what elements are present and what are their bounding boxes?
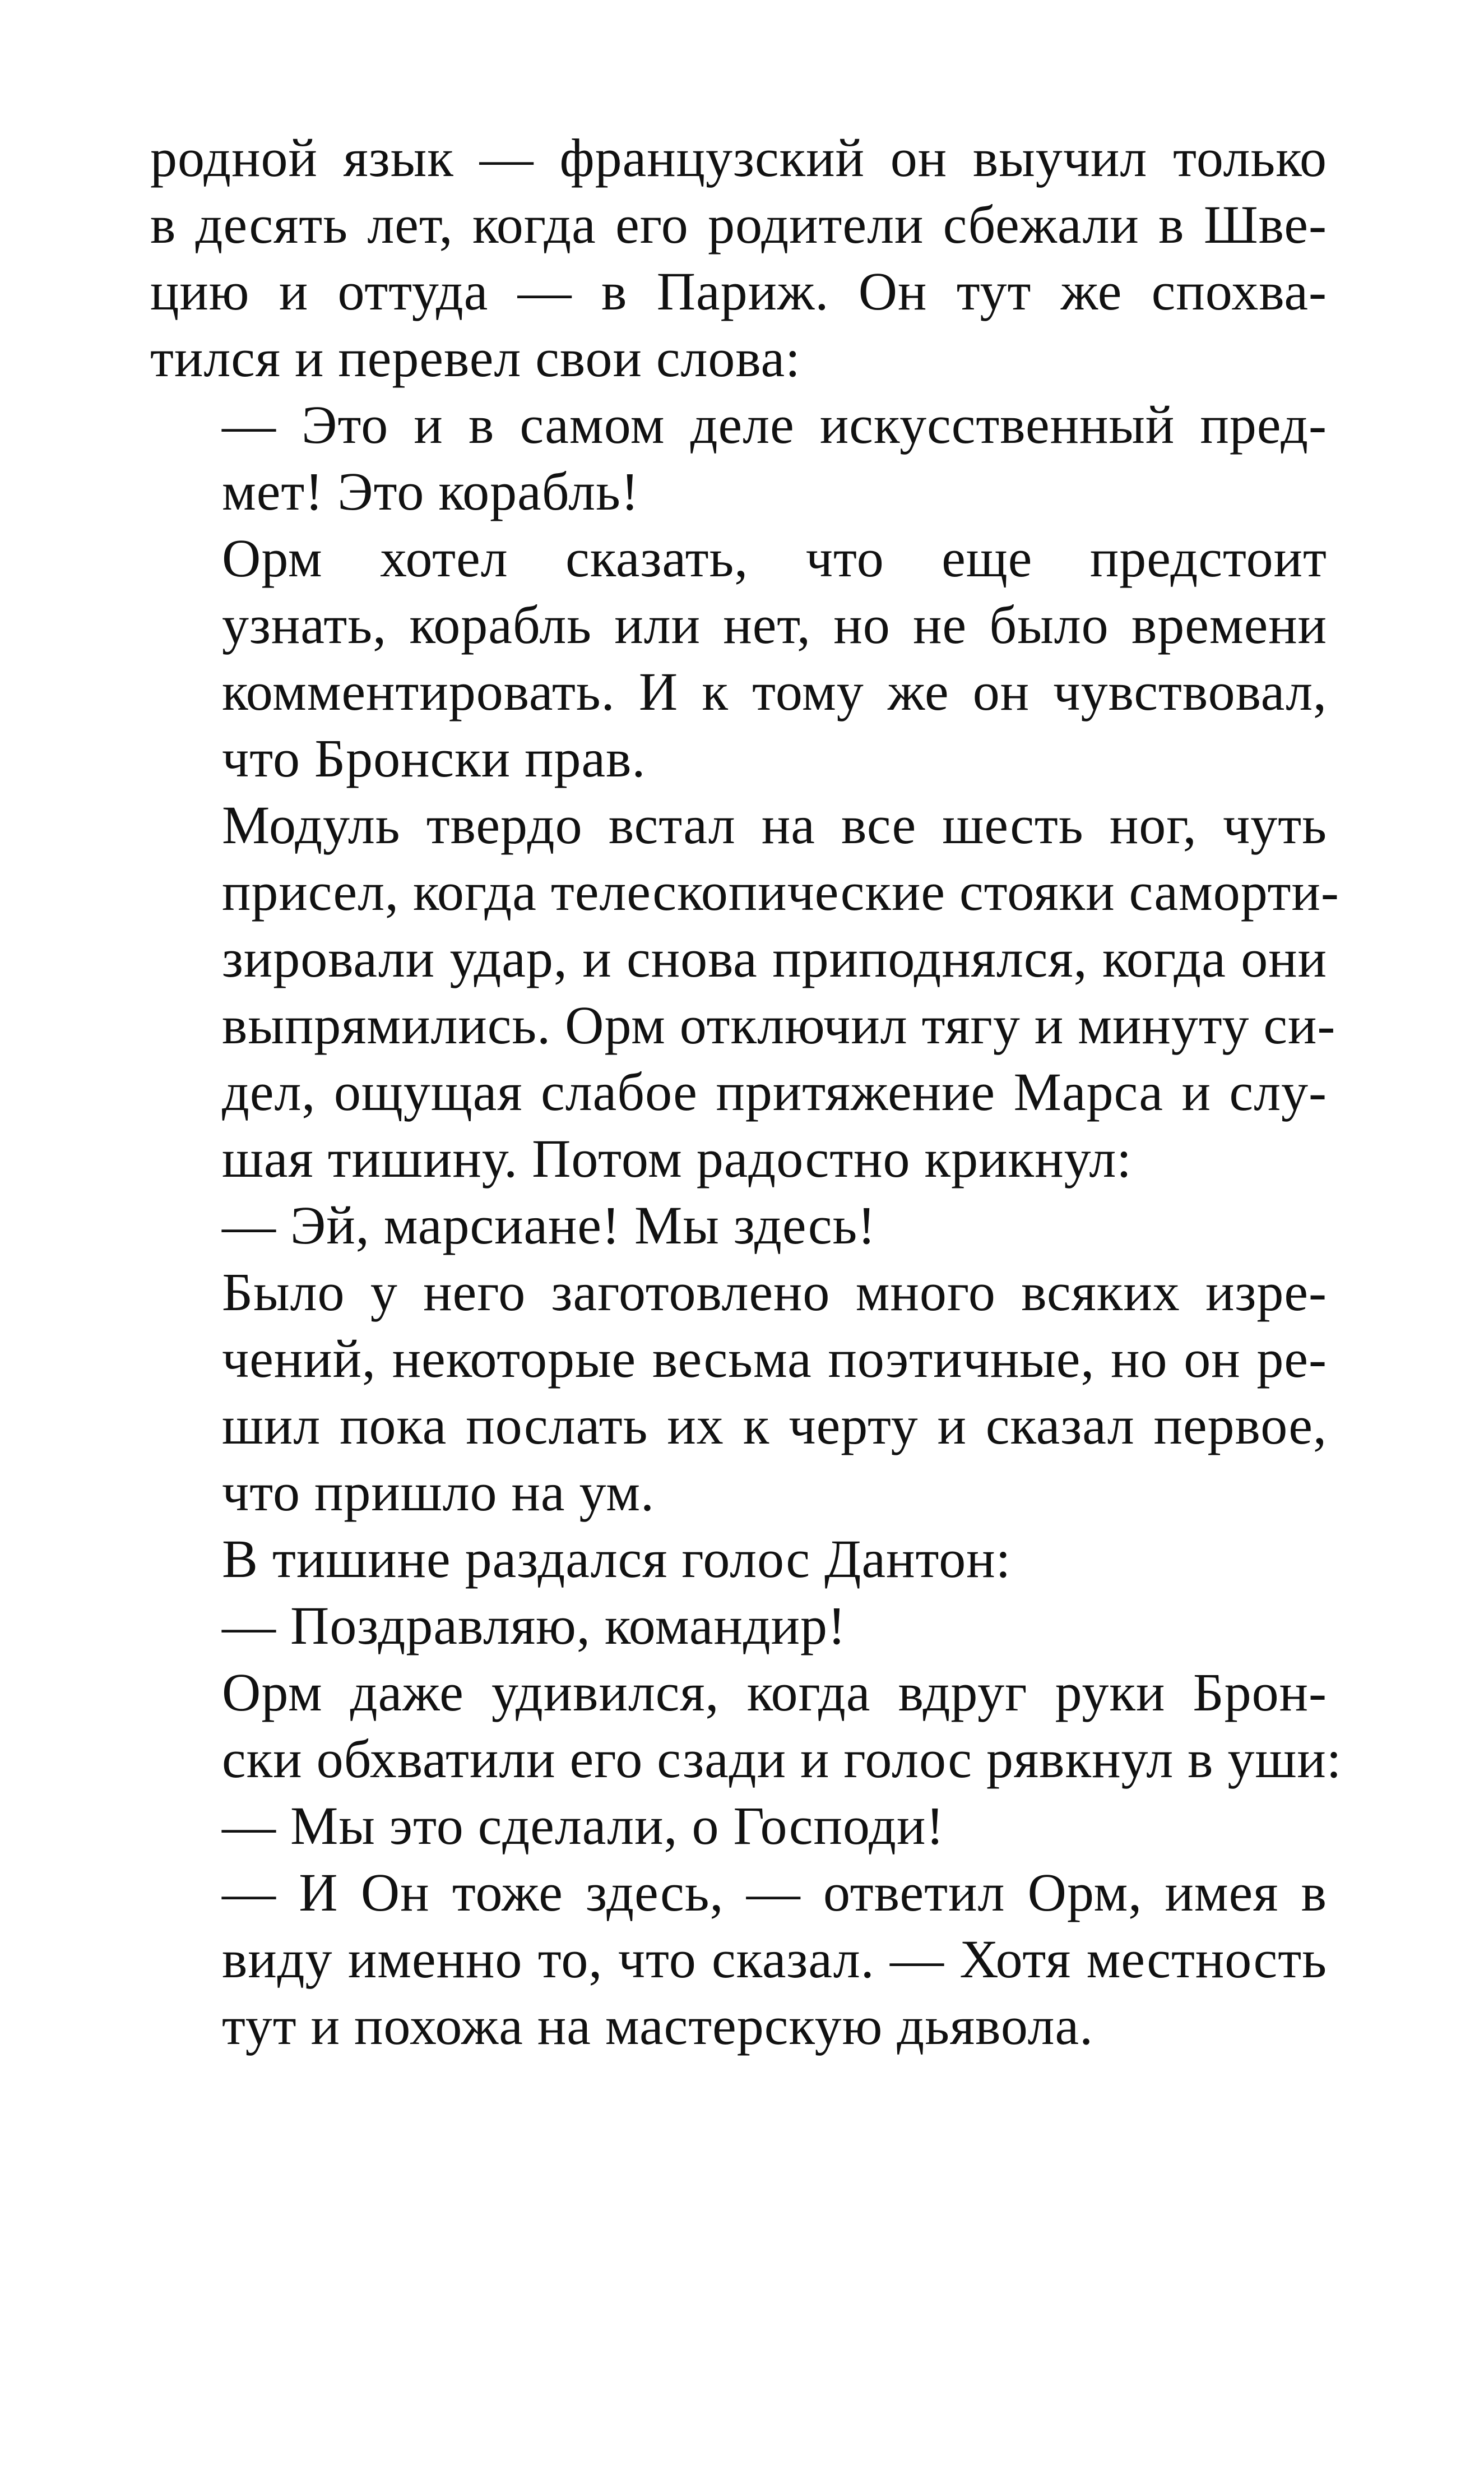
text-line: В тишине раздался голос Дантон: [222, 1529, 1012, 1589]
text-line: цию и оттуда — в Париж. Он тут же спохва- [150, 261, 1327, 321]
paragraph [150, 1259, 1327, 1525]
text-line: Было у него заготовлено много всяких изре- [222, 1262, 1327, 1322]
paragraph [150, 525, 1327, 792]
text-line: зировали удар, и снова приподнялся, когда они [222, 928, 1327, 988]
paragraph-dialogue [150, 1859, 1327, 2059]
text-line: шил пока послать их к черту и сказал первое, [222, 1395, 1327, 1455]
text-line: — Поздравляю, командир! [222, 1595, 847, 1655]
text-line: — Эй, марсиане! Мы здесь! [222, 1195, 877, 1255]
text-line: родной язык — французский он выучил только [150, 128, 1327, 188]
text-line: выпрямились. Орм отключил тягу и минуту си- [222, 995, 1336, 1055]
paragraph [150, 1525, 1327, 1592]
text-line: дел, ощущая слабое притяжение Марса и слу- [222, 1062, 1327, 1122]
text-line: Орм даже удивился, когда вдруг руки Брон- [222, 1662, 1327, 1722]
text-line: комментировать. И к тому же он чувствовал, [222, 662, 1327, 722]
text-line: — Мы это сделали, о Господи! [222, 1796, 945, 1856]
text-line: что Бронски прав. [222, 728, 646, 788]
text-line: шая тишину. Потом радостно крикнул: [222, 1129, 1132, 1188]
text-line: — Это и в самом деле искусственный пред- [222, 395, 1327, 455]
text-line: — И Он тоже здесь, — ответил Орм, имея в [222, 1862, 1327, 1922]
text-line: Орм хотел сказать, что еще предстоит [222, 528, 1327, 588]
text-line: присел, когда телескопические стояки саморти- [222, 862, 1339, 922]
paragraph [150, 1659, 1342, 1792]
text-line: чений, некоторые весьма поэтичные, но он ре- [222, 1329, 1327, 1389]
book-page [150, 124, 1342, 2059]
text-line: тут и похожа на мастерскую дьявола. [222, 1996, 1094, 2056]
paragraph [150, 792, 1339, 1192]
paragraph-dialogue [150, 1192, 1327, 1259]
paragraph-dialogue [150, 1792, 1327, 1859]
text-line: виду именно то, что сказал. — Хотя местность [222, 1929, 1327, 1989]
text-line: узнать, корабль или нет, но не было времени [222, 595, 1327, 655]
paragraph-dialogue [150, 391, 1327, 525]
text-line: тился и перевел свои слова: [150, 328, 801, 388]
text-line: ски обхватили его сзади и голос рявкнул в уши: [222, 1729, 1342, 1789]
text-line: мет! Это корабль! [222, 461, 639, 521]
text-line: Модуль твердо встал на все шесть ног, чуть [222, 795, 1327, 855]
paragraph-dialogue [150, 1592, 1327, 1659]
text-line: что пришло на ум. [222, 1462, 655, 1522]
text-line: в десять лет, когда его родители сбежали в Шве- [150, 195, 1327, 255]
paragraph-continuation [150, 124, 1327, 391]
